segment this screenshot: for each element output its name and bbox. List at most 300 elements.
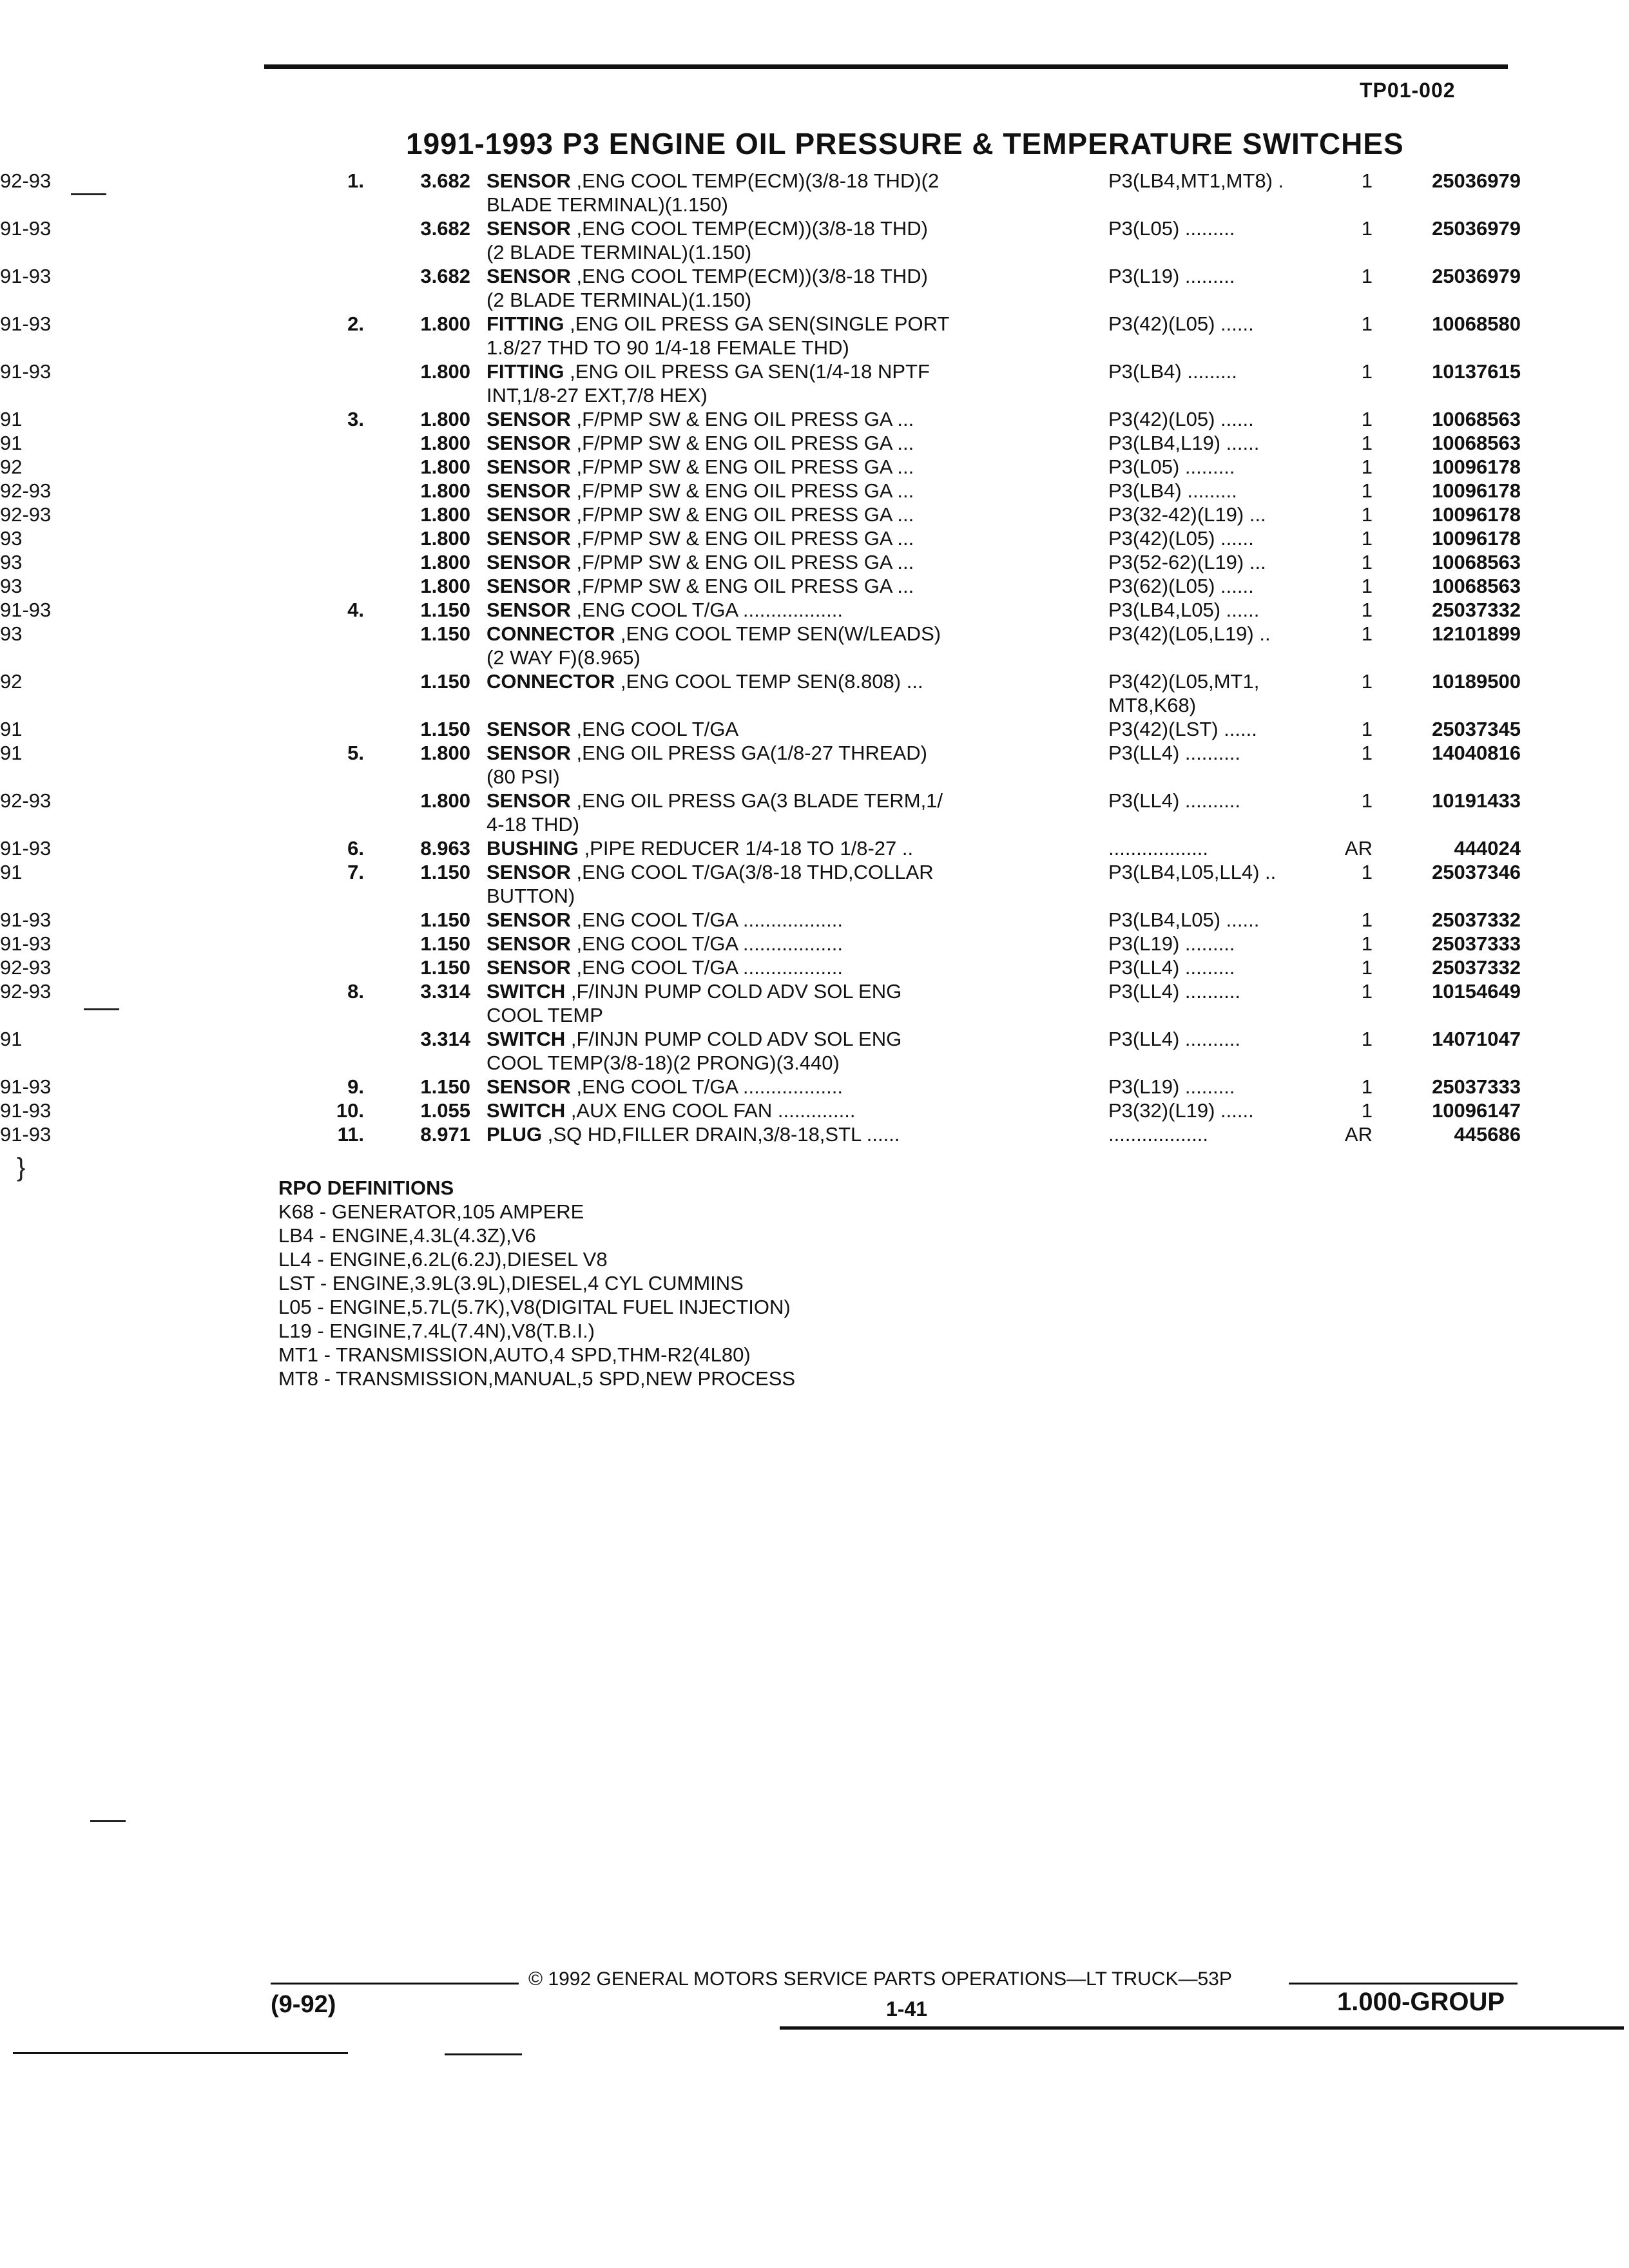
- part-number: 10096178: [1432, 527, 1521, 550]
- part-description: [487, 860, 934, 884]
- model-years: 91-93: [0, 1075, 52, 1098]
- table-row: [0, 216, 1629, 240]
- application: P3(LL4) ..........: [1108, 1028, 1241, 1050]
- application: P3(L19) .........: [1108, 1075, 1235, 1098]
- table-row: [0, 455, 1629, 479]
- part-number: 25037332: [1432, 956, 1521, 979]
- quantity: 1: [1361, 551, 1373, 573]
- part-number: 10096178: [1432, 456, 1521, 478]
- model-years: 92-93: [0, 956, 52, 979]
- application: P3(42)(LST) ......: [1108, 718, 1257, 740]
- group-number: 1.055: [420, 1099, 470, 1122]
- quantity: 1: [1361, 312, 1373, 335]
- group-number: 3.314: [420, 980, 470, 1003]
- part-detail: ,ENG COOL TEMP SEN(W/LEADS): [615, 622, 941, 645]
- part-detail: ,ENG OIL PRESS GA SEN(1/4-18 NPTF: [564, 360, 930, 383]
- model-years: 93: [0, 551, 23, 573]
- rpo-line: LB4 - ENGINE,4.3L(4.3Z),V6: [278, 1224, 536, 1247]
- group-number: 1.800: [420, 527, 470, 550]
- quantity: 1: [1361, 908, 1373, 931]
- part-description: [487, 765, 560, 789]
- part-description: [487, 526, 914, 550]
- page-title: 1991-1993 P3 ENGINE OIL PRESSURE & TEMPERATURE SWITCHES: [406, 127, 1404, 160]
- parts-list: [0, 169, 1629, 1146]
- part-detail: ,ENG COOL T/GA ..................: [570, 908, 843, 931]
- part-name: SENSOR: [487, 217, 571, 240]
- table-row: [0, 789, 1629, 812]
- group-number: 1.800: [420, 360, 470, 383]
- quantity: 1: [1361, 599, 1373, 621]
- quantity: 1: [1361, 670, 1373, 693]
- application: ..................: [1108, 837, 1209, 860]
- part-detail: BUTTON): [487, 885, 575, 907]
- quantity: 1: [1361, 980, 1373, 1003]
- part-description: [487, 669, 923, 693]
- group-number: 1.800: [420, 503, 470, 526]
- part-number: 10068563: [1432, 408, 1521, 430]
- item-key: 8.: [347, 980, 364, 1003]
- item-key: 11.: [337, 1123, 364, 1146]
- rpo-line: MT8 - TRANSMISSION,MANUAL,5 SPD,NEW PROCESS: [278, 1367, 796, 1390]
- item-key: 3.: [347, 408, 364, 430]
- part-detail: ,F/INJN PUMP COLD ADV SOL ENG: [565, 980, 902, 1003]
- part-name: SWITCH: [487, 980, 566, 1003]
- rpo-heading: RPO DEFINITIONS: [278, 1177, 454, 1199]
- group-number: 1.800: [420, 456, 470, 478]
- table-row: [0, 193, 1629, 216]
- table-row: [0, 431, 1629, 455]
- part-description: [487, 646, 641, 669]
- table-row: [0, 312, 1629, 336]
- part-description: [487, 884, 575, 908]
- part-detail: ,SQ HD,FILLER DRAIN,3/8-18,STL ......: [542, 1123, 900, 1146]
- margin-tick: [71, 193, 106, 195]
- part-detail: INT,1/8-27 EXT,7/8 HEX): [487, 384, 708, 407]
- model-years: 91-93: [0, 837, 52, 860]
- quantity: 1: [1361, 503, 1373, 526]
- part-number: 10068580: [1432, 312, 1521, 335]
- item-key: 1.: [347, 169, 364, 192]
- application: P3(LB4) .........: [1108, 479, 1237, 502]
- model-years: 92-93: [0, 479, 52, 502]
- part-detail: ,ENG COOL TEMP(ECM)(3/8-18 THD)(2: [570, 169, 940, 192]
- part-description: [487, 1003, 603, 1027]
- part-name: PLUG: [487, 1123, 543, 1146]
- group-number: 1.800: [420, 408, 470, 430]
- item-key: 9.: [347, 1075, 364, 1098]
- table-row: [0, 836, 1629, 860]
- part-description: [487, 741, 927, 765]
- table-row: [0, 812, 1629, 836]
- part-name: SENSOR: [487, 265, 571, 287]
- part-detail: ,F/PMP SW & ENG OIL PRESS GA ...: [570, 503, 914, 526]
- part-detail: ,F/PMP SW & ENG OIL PRESS GA ...: [570, 551, 914, 573]
- part-detail: (2 WAY F)(8.965): [487, 646, 641, 669]
- model-years: 91-93: [0, 312, 52, 335]
- table-row: [0, 1075, 1629, 1099]
- quantity: 1: [1361, 527, 1373, 550]
- model-years: 91-93: [0, 1099, 52, 1122]
- part-name: SENSOR: [487, 169, 571, 192]
- part-detail: (80 PSI): [487, 765, 560, 788]
- margin-tick: [84, 1008, 119, 1010]
- part-detail: 1.8/27 THD TO 90 1/4-18 FEMALE THD): [487, 336, 849, 359]
- part-number: 14040816: [1432, 742, 1521, 764]
- part-detail: ,ENG COOL T/GA ..................: [570, 1075, 843, 1098]
- part-name: SENSOR: [487, 432, 571, 454]
- part-description: [487, 312, 949, 336]
- part-name: SENSOR: [487, 861, 571, 883]
- application: P3(42)(L05) ......: [1108, 312, 1254, 335]
- part-description: [487, 288, 751, 312]
- application: P3(LL4) ..........: [1108, 742, 1241, 764]
- table-row: [0, 979, 1629, 1003]
- part-detail: ,F/PMP SW & ENG OIL PRESS GA ...: [570, 527, 914, 550]
- table-row: [0, 407, 1629, 431]
- part-name: SENSOR: [487, 1075, 571, 1098]
- part-description: [487, 240, 751, 264]
- quantity: 1: [1361, 861, 1373, 883]
- application: ..................: [1108, 1123, 1209, 1146]
- part-description: [487, 956, 843, 979]
- table-row: [0, 741, 1629, 765]
- part-name: SENSOR: [487, 551, 571, 573]
- application: P3(LL4) .........: [1108, 956, 1235, 979]
- part-number: 10137615: [1432, 360, 1521, 383]
- part-name: SENSOR: [487, 599, 571, 621]
- model-years: 92-93: [0, 789, 52, 812]
- part-detail: COOL TEMP: [487, 1004, 603, 1026]
- part-name: SENSOR: [487, 718, 571, 740]
- application: P3(LB4,MT1,MT8) .: [1108, 169, 1284, 192]
- part-detail: COOL TEMP(3/8-18)(2 PRONG)(3.440): [487, 1052, 840, 1074]
- table-row: [0, 1027, 1629, 1051]
- part-number: 25036979: [1432, 169, 1521, 192]
- application: P3(32)(L19) ......: [1108, 1099, 1254, 1122]
- application: P3(42)(L05) ......: [1108, 527, 1254, 550]
- model-years: 91: [0, 742, 23, 764]
- part-description: [487, 479, 914, 503]
- model-years: 93: [0, 622, 23, 645]
- part-detail: ,F/PMP SW & ENG OIL PRESS GA ...: [570, 456, 914, 478]
- group-number: 1.800: [420, 312, 470, 335]
- part-name: SWITCH: [487, 1028, 566, 1050]
- part-name: SENSOR: [487, 908, 571, 931]
- group-number: 1.150: [420, 599, 470, 621]
- part-description: [487, 503, 914, 526]
- group-number: 1.150: [420, 861, 470, 883]
- part-description: [487, 193, 728, 216]
- model-years: 91-93: [0, 360, 52, 383]
- group-number: 8.971: [420, 1123, 470, 1146]
- bottom-rule-left: [13, 2052, 348, 2054]
- table-row: [0, 1099, 1629, 1122]
- part-detail: ,ENG OIL PRESS GA(1/8-27 THREAD): [570, 742, 927, 764]
- group-number: 1.800: [420, 432, 470, 454]
- part-description: [487, 908, 843, 932]
- part-description: [487, 169, 939, 193]
- margin-mark: }: [17, 1153, 26, 1182]
- part-detail: (2 BLADE TERMINAL)(1.150): [487, 289, 752, 311]
- part-detail: ,F/PMP SW & ENG OIL PRESS GA ...: [570, 408, 914, 430]
- quantity: 1: [1361, 956, 1373, 979]
- model-years: 91: [0, 408, 23, 430]
- table-row: [0, 526, 1629, 550]
- table-row: [0, 669, 1629, 693]
- part-name: SENSOR: [487, 575, 571, 597]
- model-years: 93: [0, 575, 23, 597]
- part-name: SWITCH: [487, 1099, 566, 1122]
- part-number: 25037346: [1432, 861, 1521, 883]
- model-years: 91-93: [0, 1123, 52, 1146]
- footer-copyright: © 1992 GENERAL MOTORS SERVICE PARTS OPERATIONS—LT TRUCK—53P: [528, 1968, 1232, 1990]
- item-key: 10.: [336, 1099, 364, 1122]
- item-key: 6.: [347, 837, 364, 860]
- part-number: 10068563: [1432, 551, 1521, 573]
- part-number: 12101899: [1432, 622, 1521, 645]
- table-row: [0, 1003, 1629, 1027]
- model-years: 92-93: [0, 169, 52, 192]
- application: P3(42)(L05,MT1,: [1108, 670, 1260, 693]
- part-number: 25036979: [1432, 265, 1521, 287]
- part-detail: ,F/INJN PUMP COLD ADV SOL ENG: [565, 1028, 902, 1050]
- table-row: [0, 550, 1629, 574]
- part-detail: ,ENG COOL T/GA ..................: [570, 932, 843, 955]
- group-number: 1.800: [420, 742, 470, 764]
- part-name: SENSOR: [487, 456, 571, 478]
- rpo-line: LL4 - ENGINE,6.2L(6.2J),DIESEL V8: [278, 1248, 608, 1271]
- table-row: [0, 646, 1629, 669]
- application: MT8,K68): [1108, 694, 1197, 716]
- table-row: [0, 908, 1629, 932]
- part-detail: ,ENG COOL TEMP(ECM))(3/8-18 THD): [570, 265, 928, 287]
- quantity: AR: [1344, 837, 1373, 860]
- rpo-line: L05 - ENGINE,5.7L(5.7K),V8(DIGITAL FUEL INJECTION): [278, 1296, 791, 1318]
- table-row: [0, 884, 1629, 908]
- quantity: 1: [1361, 265, 1373, 287]
- part-number: 10096178: [1432, 479, 1521, 502]
- group-number: 1.150: [420, 908, 470, 931]
- quantity: 1: [1361, 408, 1373, 430]
- document-code: TP01-002: [1360, 79, 1456, 102]
- part-detail: ,ENG OIL PRESS GA SEN(SINGLE PORT: [564, 312, 950, 335]
- table-row: [0, 693, 1629, 717]
- part-detail: (2 BLADE TERMINAL)(1.150): [487, 241, 752, 264]
- part-description: [487, 1099, 855, 1122]
- part-number: 25037345: [1432, 718, 1521, 740]
- part-name: SENSOR: [487, 932, 571, 955]
- part-description: [487, 717, 738, 741]
- part-name: FITTING: [487, 312, 564, 335]
- footer-rule-left: [271, 1983, 519, 1984]
- part-description: [487, 360, 930, 383]
- part-name: SENSOR: [487, 527, 571, 550]
- part-number: 10189500: [1432, 670, 1521, 693]
- part-detail: ,ENG COOL T/GA: [570, 718, 739, 740]
- rpo-lines: [278, 1200, 795, 1390]
- part-number: 25037333: [1432, 1075, 1521, 1098]
- application: P3(42)(L05,L19) ..: [1108, 622, 1271, 645]
- model-years: 91: [0, 1028, 23, 1050]
- group-number: 3.314: [420, 1028, 470, 1050]
- part-description: [487, 598, 843, 622]
- item-key: 4.: [347, 599, 364, 621]
- part-detail: BLADE TERMINAL)(1.150): [487, 193, 728, 216]
- table-row: [0, 288, 1629, 312]
- part-description: [487, 216, 928, 240]
- application: P3(LB4,L05) ......: [1108, 599, 1260, 621]
- part-number: 10068563: [1432, 432, 1521, 454]
- part-name: SENSOR: [487, 408, 571, 430]
- part-description: [487, 789, 943, 812]
- part-detail: ,AUX ENG COOL FAN ..............: [565, 1099, 856, 1122]
- application: P3(L19) .........: [1108, 932, 1235, 955]
- part-number: 10096147: [1432, 1099, 1521, 1122]
- quantity: 1: [1361, 932, 1373, 955]
- rpo-line: LST - ENGINE,3.9L(3.9L),DIESEL,4 CYL CUMMINS: [278, 1272, 744, 1294]
- group-number: 1.150: [420, 670, 470, 693]
- group-number: 1.800: [420, 551, 470, 573]
- part-description: [487, 1051, 840, 1075]
- part-description: [487, 336, 849, 360]
- part-number: 25036979: [1432, 217, 1521, 240]
- quantity: 1: [1361, 217, 1373, 240]
- application: P3(52-62)(L19) ...: [1108, 551, 1266, 573]
- rpo-line: K68 - GENERATOR,105 AMPERE: [278, 1200, 584, 1223]
- quantity: 1: [1361, 718, 1373, 740]
- part-number: 10191433: [1432, 789, 1521, 812]
- part-description: [487, 574, 914, 598]
- group-number: 3.682: [420, 169, 470, 192]
- quantity: 1: [1361, 742, 1373, 764]
- group-number: 8.963: [420, 837, 470, 860]
- bottom-rule: [780, 2026, 1624, 2030]
- part-name: SENSOR: [487, 742, 571, 764]
- part-description: [487, 264, 928, 288]
- item-key: 7.: [347, 861, 364, 883]
- quantity: 1: [1361, 1099, 1373, 1122]
- group-number: 1.800: [420, 789, 470, 812]
- rpo-definitions: [278, 1176, 795, 1390]
- application: P3(62)(L05) ......: [1108, 575, 1254, 597]
- quantity: 1: [1361, 479, 1373, 502]
- table-row: [0, 383, 1629, 407]
- model-years: 91-93: [0, 599, 52, 621]
- table-row: [0, 717, 1629, 741]
- application: P3(L05) .........: [1108, 456, 1235, 478]
- part-detail: ,ENG COOL T/GA ..................: [570, 956, 843, 979]
- quantity: 1: [1361, 1075, 1373, 1098]
- group-number: 3.682: [420, 265, 470, 287]
- group-number: 1.150: [420, 718, 470, 740]
- model-years: 92: [0, 456, 23, 478]
- table-row: [0, 1122, 1629, 1146]
- model-years: 91: [0, 718, 23, 740]
- part-number: 25037333: [1432, 932, 1521, 955]
- part-name: CONNECTOR: [487, 670, 615, 693]
- part-description: [487, 550, 914, 574]
- model-years: 91-93: [0, 908, 52, 931]
- part-name: BUSHING: [487, 837, 579, 860]
- model-years: 92: [0, 670, 23, 693]
- part-description: [487, 622, 941, 646]
- model-years: 92-93: [0, 980, 52, 1003]
- quantity: 1: [1361, 1028, 1373, 1050]
- model-years: 91-93: [0, 265, 52, 287]
- table-row: [0, 240, 1629, 264]
- margin-tick: [90, 1820, 126, 1822]
- footer-date: (9-92): [271, 1991, 336, 2018]
- quantity: 1: [1361, 432, 1373, 454]
- part-number: 10068563: [1432, 575, 1521, 597]
- item-key: 5.: [347, 742, 364, 764]
- application: P3(32-42)(L19) ...: [1108, 503, 1266, 526]
- table-row: [0, 479, 1629, 503]
- table-row: [0, 169, 1629, 193]
- part-description: [487, 812, 579, 836]
- group-number: 1.150: [420, 1075, 470, 1098]
- model-years: 93: [0, 527, 23, 550]
- table-row: [0, 932, 1629, 956]
- part-name: SENSOR: [487, 503, 571, 526]
- application: P3(LB4,L05,LL4) ..: [1108, 861, 1277, 883]
- part-description: [487, 932, 843, 956]
- quantity: 1: [1361, 360, 1373, 383]
- part-number: 25037332: [1432, 908, 1521, 931]
- table-row: [0, 765, 1629, 789]
- part-detail: ,ENG COOL T/GA ..................: [570, 599, 843, 621]
- model-years: 91-93: [0, 932, 52, 955]
- part-description: [487, 1027, 901, 1051]
- application: P3(L05) .........: [1108, 217, 1235, 240]
- part-description: [487, 455, 914, 479]
- top-rule: [264, 64, 1508, 69]
- part-number: 14071047: [1432, 1028, 1521, 1050]
- part-detail: ,F/PMP SW & ENG OIL PRESS GA ...: [570, 479, 914, 502]
- part-number: 10096178: [1432, 503, 1521, 526]
- rpo-line: MT1 - TRANSMISSION,AUTO,4 SPD,THM-R2(4L80): [278, 1343, 751, 1366]
- part-number: 445686: [1454, 1123, 1521, 1146]
- table-row: [0, 622, 1629, 646]
- quantity: 1: [1361, 575, 1373, 597]
- application: P3(LB4,L05) ......: [1108, 908, 1260, 931]
- table-row: [0, 860, 1629, 884]
- part-number: 444024: [1454, 837, 1521, 860]
- table-row: [0, 1051, 1629, 1075]
- application: P3(LB4) .........: [1108, 360, 1237, 383]
- group-number: 1.150: [420, 932, 470, 955]
- application: P3(L19) .........: [1108, 265, 1235, 287]
- footer-group: 1.000-GROUP: [1337, 1988, 1505, 2016]
- part-detail: ,ENG COOL T/GA(3/8-18 THD,COLLAR: [570, 861, 934, 883]
- page-number: 1-41: [886, 1997, 928, 2021]
- part-detail: 4-18 THD): [487, 813, 580, 836]
- part-detail: ,ENG COOL TEMP SEN(8.808) ...: [615, 670, 923, 693]
- model-years: 91: [0, 432, 23, 454]
- application: P3(LL4) ..........: [1108, 789, 1241, 812]
- part-description: [487, 979, 901, 1003]
- part-detail: ,F/PMP SW & ENG OIL PRESS GA ...: [570, 432, 914, 454]
- table-row: [0, 360, 1629, 383]
- item-key: 2.: [347, 312, 364, 335]
- table-row: [0, 503, 1629, 526]
- table-row: [0, 264, 1629, 288]
- table-row: [0, 598, 1629, 622]
- part-detail: ,F/PMP SW & ENG OIL PRESS GA ...: [570, 575, 914, 597]
- table-row: [0, 336, 1629, 360]
- part-name: SENSOR: [487, 789, 571, 812]
- part-number: 25037332: [1432, 599, 1521, 621]
